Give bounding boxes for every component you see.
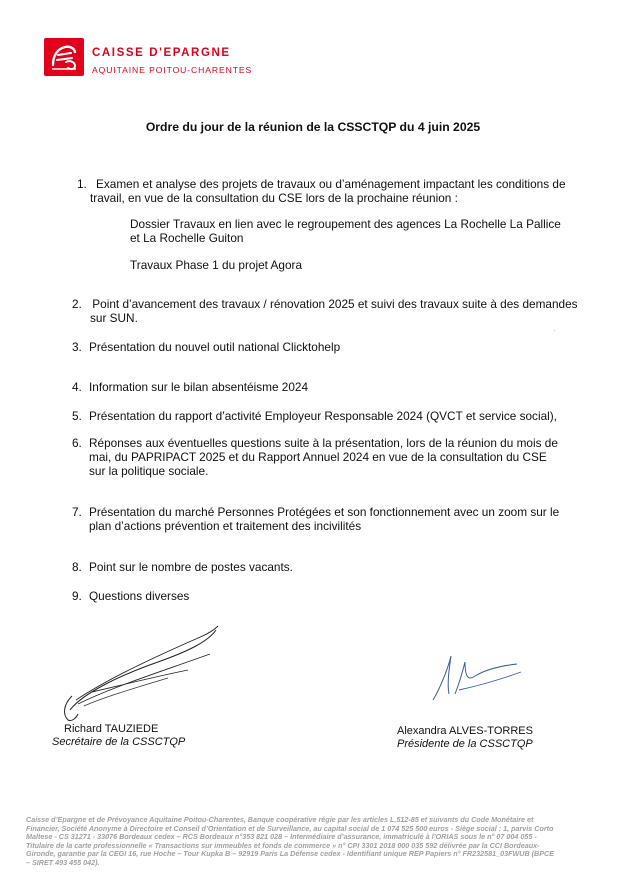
footer-line: – SIRET 493 455 042). xyxy=(26,857,100,867)
signature-president xyxy=(425,650,535,710)
brand-name: CAISSE D'EPARGNE xyxy=(92,47,231,59)
scan-speck xyxy=(554,330,555,331)
agenda-line: Dossier Travaux en lien avec le regroupement des agences La Rochelle La Pallice xyxy=(130,217,561,231)
agenda-line: Questions diverses xyxy=(89,589,190,603)
footer-line: Maltese - CS 31271 - 33076 Bordeaux cedex – RCS Bordeaux n°353 821 028 – Intermédiaire d’assurance, immatriculé à l’ORIAS sous le n° 07 004 055 - xyxy=(26,832,537,842)
agenda-number: 9. xyxy=(72,589,82,603)
agenda-number: 3. xyxy=(72,340,82,354)
agenda-line: mai, du PAPRIPACT 2025 et du Rapport Annuel 2024 en vue de la consultation du CSE xyxy=(89,450,547,464)
agenda-line: Examen et analyse des projets de travaux ou d’aménagement impactant les conditions de xyxy=(96,177,566,191)
agenda-line: Présentation du marché Personnes Protégées et son fonctionnement avec un zoom sur le xyxy=(89,505,560,519)
signatory-secretary xyxy=(52,723,186,749)
agenda-line: sur SUN. xyxy=(90,311,138,325)
signatory-president xyxy=(397,725,533,751)
footer-line: Financier, Société Anonyme à Directoire et Conseil d’Orientation et de Surveillance, au capital social de 1 074 525 500 euros - Siège social : 1, parvis Corto xyxy=(26,823,554,833)
agenda-number: 5. xyxy=(72,409,82,423)
signatory-name: Alexandra ALVES-TORRES xyxy=(397,725,533,737)
agenda-line: Présentation du rapport d’activité Employeur Responsable 2024 (QVCT et service social), xyxy=(89,409,557,423)
agenda-line: Travaux Phase 1 du projet Agora xyxy=(130,258,303,272)
signatory-role: Secrétaire de la CSSCTQP xyxy=(52,736,186,748)
agenda-line: Point d’avancement des travaux / rénovation 2025 et suivi des travaux suite à des demandes xyxy=(89,297,578,311)
squirrel-logo-icon xyxy=(44,38,84,76)
footer-line: Gironde, garantie par la CEGI 16, rue Hoche – Tour Kupka B – 92919 Paris La Défense cedex - Identifiant unique REP Papiers n° FR232581_03FWUB (BPCE xyxy=(26,849,554,859)
legal-footer xyxy=(26,816,570,868)
agenda-subitem-2 xyxy=(130,258,302,272)
footer-line: Titulaire de la carte professionnelle « Transactions sur immeubles et fonds de commerce » n° CPI 3301 2018 000 035 592 délivrée par la CCI Bordeaux- xyxy=(26,840,540,850)
agenda-line: Réponses aux éventuelles questions suite à la présentation, lors de la réunion du mois de xyxy=(89,436,558,450)
agenda-line: Présentation du nouvel outil national Clicktohelp xyxy=(89,340,341,354)
agenda-line: plan d’actions prévention et traitement des incivilités xyxy=(89,519,362,533)
agenda-line: Point sur le nombre de postes vacants. xyxy=(89,560,293,574)
footer-line: Caisse d’Epargne et de Prévoyance Aquitaine Poitou-Charentes, Banque coopérative régie par les articles L.512-85 et suivants du Code Monétaire et xyxy=(26,815,534,824)
signatory-name: Richard TAUZIEDE xyxy=(64,723,159,735)
agenda-number: 7. xyxy=(72,505,82,519)
agenda-number: 8. xyxy=(72,560,82,574)
signature-secretary xyxy=(58,618,238,728)
agenda-line: sur la politique sociale. xyxy=(89,464,209,478)
signatory-role: Présidente de la CSSCTQP xyxy=(397,738,533,750)
agenda-number: 1. xyxy=(77,177,87,191)
agenda-line: et La Rochelle Guiton xyxy=(130,231,244,245)
agenda-number: 2. xyxy=(72,297,82,311)
agenda-number: 4. xyxy=(72,380,82,394)
agenda-line: Information sur le bilan absentéisme 2024 xyxy=(89,380,309,394)
agenda-number: 6. xyxy=(72,436,82,450)
document-title: Ordre du jour de la réunion de la CSSCTQP du 4 juin 2025 xyxy=(145,120,481,134)
agenda-line: travail, en vue de la consultation du CSE lors de la prochaine réunion : xyxy=(90,191,458,205)
brand-region: AQUITAINE POITOU-CHARENTES xyxy=(92,65,253,75)
agenda-subitem-1 xyxy=(130,217,561,245)
